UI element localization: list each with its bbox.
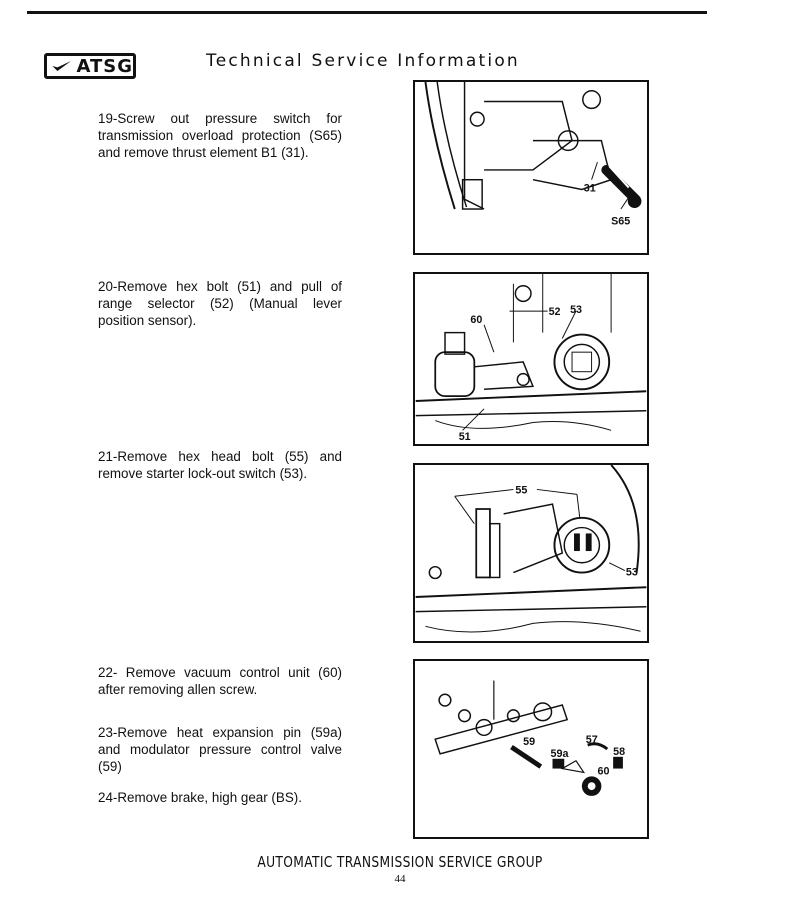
step-20-text: 20-Remove hex bolt (51) and pull of range selector (52) (Manual lever position sensor).	[98, 279, 342, 328]
footer-title: AUTOMATIC TRANSMISSION SERVICE GROUP	[257, 853, 543, 871]
step-21-text: 21-Remove hex head bolt (55) and remove starter lock-out switch (53).	[98, 449, 342, 481]
callout-52: 52	[548, 306, 561, 319]
vacuum-control-unit-exploded-illustration	[415, 661, 647, 837]
figure-vacuum-control-unit	[413, 659, 649, 839]
logo-text: ATSG	[76, 55, 133, 77]
callout-53: 53	[625, 566, 638, 579]
callout-51: 51	[458, 431, 471, 444]
callout-55: 55	[515, 484, 528, 497]
step-23-text: 23-Remove heat expansion pin (59a) and modulator pressure control valve (59)	[98, 725, 342, 774]
callout-59a: 59a	[550, 747, 569, 760]
callout-59: 59	[523, 736, 536, 749]
callout-60: 60	[470, 313, 483, 326]
starter-lockout-switch-illustration	[415, 465, 647, 641]
checkmark-logo-icon	[51, 57, 72, 75]
range-selector-illustration	[415, 274, 647, 444]
top-rule	[27, 11, 707, 14]
step-19-text: 19-Screw out pressure switch for transmission overload protection (S65) and remove thrust element B1 (31).	[98, 111, 342, 160]
page-title: Technical Service Information	[206, 51, 520, 71]
figure-pressure-switch	[413, 80, 649, 255]
step-24-text: 24-Remove brake, high gear (BS).	[98, 790, 302, 805]
callout-60: 60	[597, 765, 610, 778]
callout-31: 31	[583, 182, 596, 195]
figure-range-selector	[413, 272, 649, 446]
figure-starter-lockout-switch	[413, 463, 649, 643]
step-22-text: 22- Remove vacuum control unit (60) after removing allen screw.	[98, 665, 342, 697]
atsg-logo	[44, 53, 136, 79]
page-number: 44	[394, 873, 406, 885]
callout-s65: S65	[611, 215, 631, 228]
callout-53: 53	[570, 304, 583, 317]
callout-57: 57	[585, 734, 598, 747]
callout-58: 58	[613, 745, 626, 758]
pressure-switch-illustration	[415, 82, 647, 253]
